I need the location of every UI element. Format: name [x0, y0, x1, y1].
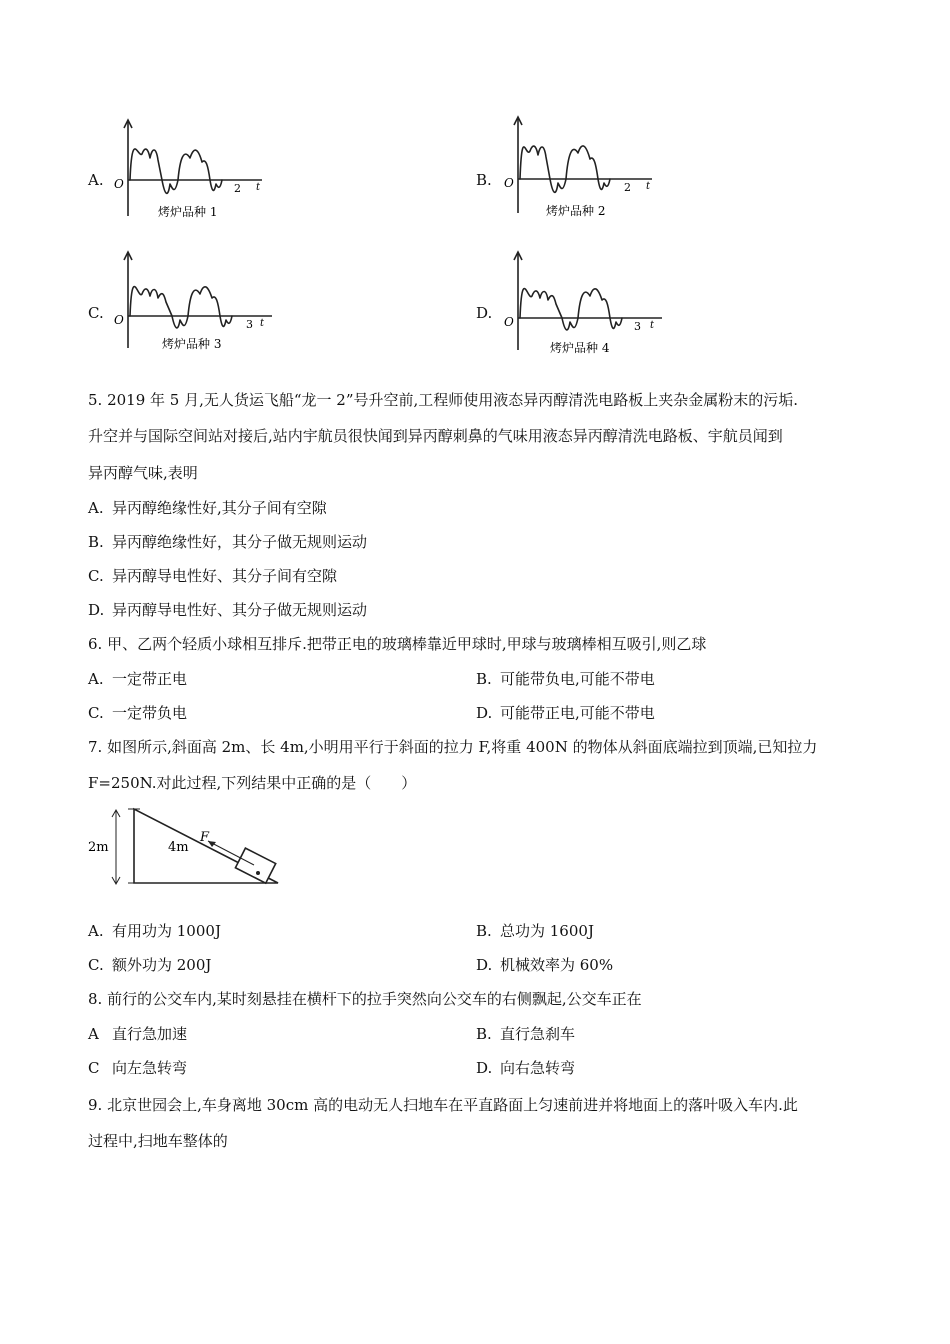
axis-t-label: t [650, 320, 655, 331]
q7-option-a: A. 有用功为 1000J [88, 922, 221, 940]
q8-option-d: D. 向右急转弯 [476, 1059, 576, 1077]
tick-label: 3 [634, 320, 641, 333]
graph-caption: 烤炉品种 4 [550, 341, 610, 355]
q6-option-d: D. 可能带正电,可能不带电 [476, 704, 655, 722]
origin-label: O [504, 176, 514, 190]
option-c-letter: C. [88, 304, 104, 322]
graph-caption: 烤炉品种 2 [546, 204, 606, 218]
q5-stem-line-1: 5. 2019 年 5 月,无人货运飞船“龙一 2”号升空前,工程师使用液态异丙醇清洗电路板上夹杂金属粉末的污垢. [88, 391, 799, 409]
tick-label: 3 [246, 318, 253, 331]
option-d-letter: D. [476, 304, 493, 322]
q8-stem: 8. 前行的公交车内,某时刻悬挂在横杆下的拉手突然向公交车的右侧飘起,公交车正在 [88, 990, 642, 1008]
option-a-letter: A. [88, 171, 104, 189]
q7-stem-line-1: 7. 如图所示,斜面高 2m、长 4m,小明用平行于斜面的拉力 F,将重 400N 的物体从斜面底端拉到顶端,已知拉力 [88, 738, 818, 756]
origin-label: O [114, 313, 124, 327]
tick-label: 2 [234, 182, 241, 195]
tick-label: 2 [624, 181, 631, 194]
option-b-graph [500, 115, 660, 220]
graph-caption: 烤炉品种 1 [158, 205, 218, 219]
q8-option-b: B. 直行急刹车 [476, 1025, 576, 1043]
q6-option-c: C. 一定带负电 [88, 704, 188, 722]
q7-option-c: C. 额外功为 200J [88, 956, 212, 974]
q8-option-a: A 直行急加速 [88, 1025, 188, 1043]
q5-option-b: B. 异丙醇绝缘性好，其分子做无规则运动 [88, 533, 368, 551]
force-label: F [200, 830, 210, 845]
axis-t-label: t [646, 181, 651, 192]
q5-stem-line-3: 异丙醇气味,表明 [88, 464, 198, 482]
option-d-graph [500, 250, 670, 358]
origin-label: O [114, 177, 124, 191]
axis-t-label: t [256, 182, 261, 193]
q6-option-b: B. 可能带负电,可能不带电 [476, 670, 655, 688]
q6-stem: 6. 甲、乙两个轻质小球相互排斥.把带正电的玻璃棒靠近甲球时,甲球与玻璃棒相互吸引,则乙球 [88, 635, 707, 653]
q5-option-d: D. 异丙醇导电性好、其分子做无规则运动 [88, 601, 368, 619]
option-c-graph [110, 250, 280, 355]
q9-stem-line-1: 9. 北京世园会上,车身离地 30cm 高的电动无人扫地车在平直路面上匀速前进并将地面上的落叶吸入车内.此 [88, 1096, 798, 1114]
option-a-graph [110, 118, 270, 223]
origin-label: O [504, 315, 514, 329]
q9-stem-line-2: 过程中,扫地车整体的 [88, 1132, 228, 1150]
q7-stem-line-2: F=250N.对此过程,下列结果中正确的是（ ） [88, 774, 417, 792]
height-label: 2m [88, 840, 109, 855]
q5-option-c: C. 异丙醇导电性好、其分子间有空隙 [88, 567, 338, 585]
q6-option-a: A. 一定带正电 [88, 670, 188, 688]
q5-stem-line-2: 升空并与国际空间站对接后,站内宇航员很快闻到异丙醇刺鼻的气味用液态异丙醇清洗电路板、宇航员闻到 [88, 427, 783, 445]
length-label: 4m [168, 840, 189, 855]
option-b-letter: B. [476, 171, 492, 189]
axis-t-label: t [260, 318, 265, 329]
q5-option-a: A. 异丙醇绝缘性好,其分子间有空隙 [88, 499, 327, 517]
incline-figure [88, 805, 288, 897]
q8-option-c: C 向左急转弯 [88, 1059, 188, 1077]
q7-option-b: B. 总功为 1600J [476, 922, 594, 940]
q7-option-d: D. 机械效率为 60% [476, 956, 614, 974]
graph-caption: 烤炉品种 3 [162, 337, 222, 351]
